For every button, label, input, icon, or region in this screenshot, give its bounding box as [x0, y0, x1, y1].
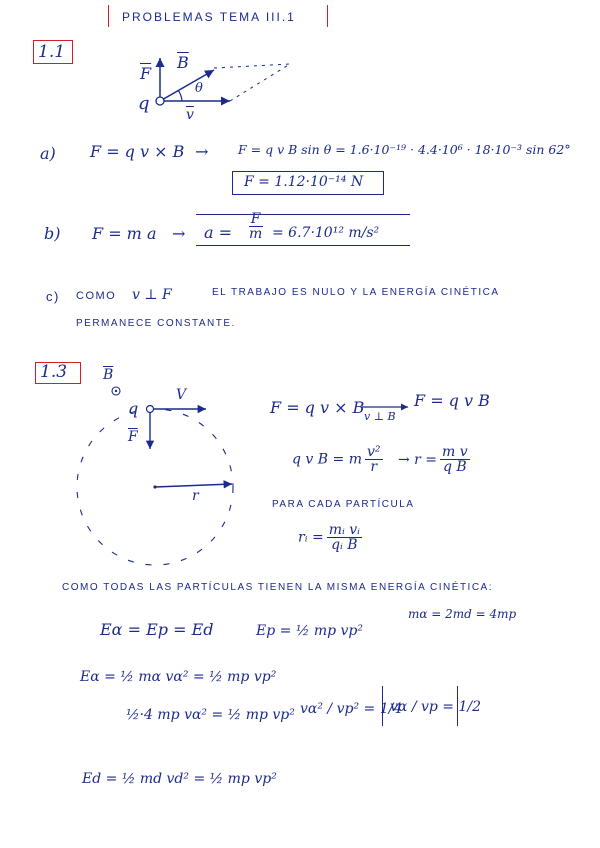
radius-arrow: → r = — [397, 451, 438, 468]
newton-equation: F = m a — [92, 224, 157, 243]
problem-1-1-label: 1.1 — [38, 42, 66, 62]
deuteron-energy: Ed = ½ md vd² = ½ mp vp² — [82, 771, 277, 787]
force-result: F = 1.12·10⁻¹⁴ N — [244, 174, 364, 190]
part-a-letter: a) — [40, 144, 56, 163]
proton-energy: Ep = ½ mp vp² — [256, 623, 364, 639]
radius-each-particle — [298, 523, 365, 552]
alpha-energy: Eα = ½ mα vα² = ½ mp vp² — [80, 669, 277, 685]
force-label-1-3: $\overline{F}$ — [128, 429, 138, 445]
field-vector-label: $\overline{B}$ — [177, 53, 189, 72]
same-energy-text: COMO TODAS LAS PARTÍCULAS TIENEN LA MISMA ENERGÍA CINÉTICA: — [62, 582, 493, 593]
field-label-1-3: $\overline{B}$ — [103, 367, 114, 383]
centripetal-den: r — [370, 459, 378, 475]
alpha-energy-substituted: ½·4 mp vα² = ½ mp vp² — [126, 707, 295, 723]
mass-relation: mα = 2md = 4mp — [408, 607, 517, 621]
charge-label-1-3: q — [128, 399, 139, 418]
part-c-text-line2: PERMANECE CONSTANTE. — [76, 318, 236, 329]
ri-num: mᵢ vᵢ — [328, 522, 360, 538]
force-magnitude-equation: F = q v B sin θ = 1.6·10⁻¹⁹ · 4.4·10⁶ · 18·10⁻³ sin 62° — [238, 142, 571, 157]
part-b-letter: b) — [44, 224, 61, 243]
acceleration-symbol: a = — [204, 223, 233, 242]
radius-num: m v — [442, 444, 468, 460]
velocity-label-1-3: V — [176, 387, 187, 403]
force-magnitude-1-3: F = q v B — [414, 391, 490, 410]
page-title: PROBLEMAS TEMA III.1 — [122, 10, 296, 24]
acceleration-result: = 6.7·10¹² m/s² — [272, 225, 380, 241]
velocity-squared-ratio: vα² / vp² = 1/4 — [300, 701, 403, 717]
lorentz-force-equation: F = q v × B — [90, 142, 185, 161]
velocity-ratio: vα / vp = 1/2 — [390, 699, 482, 715]
charge-label: q — [138, 93, 150, 114]
part-c-text-line1: EL TRABAJO ES NULO Y LA ENERGÍA CINÉTICA — [212, 287, 500, 298]
force-vector-label: $\overline{F}$ — [140, 64, 152, 83]
velocity-vector-label: $\overline{v}$ — [186, 107, 194, 123]
centripetal-equation — [292, 445, 473, 474]
ri-den: qᵢ B — [331, 537, 358, 553]
arrow-b: → — [172, 224, 186, 243]
fraction-numerator: F — [250, 211, 261, 227]
lorentz-force-1-3: F = q v × B — [270, 398, 365, 417]
each-particle-text: PARA CADA PARTÍCULA — [272, 499, 415, 510]
centripetal-num: v² — [366, 444, 381, 460]
theta-label: θ — [195, 81, 203, 96]
perpendicular-condition: v ⊥ B — [364, 410, 396, 423]
ri-symbol: rᵢ = — [298, 529, 324, 546]
energy-equality: Eα = Ep = Ed — [100, 620, 214, 639]
radius-den: q B — [442, 459, 467, 475]
problem-1-3-label: 1.3 — [40, 362, 68, 382]
radius-label: r — [192, 488, 199, 504]
perpendicular-relation: v ⊥ F — [132, 287, 172, 303]
centripetal-left: q v B = m — [292, 451, 362, 468]
part-c-como: COMO — [76, 290, 117, 302]
part-c-letter: c) — [46, 289, 60, 304]
arrow-a: → — [195, 142, 209, 161]
fraction-denominator: m — [249, 226, 263, 242]
